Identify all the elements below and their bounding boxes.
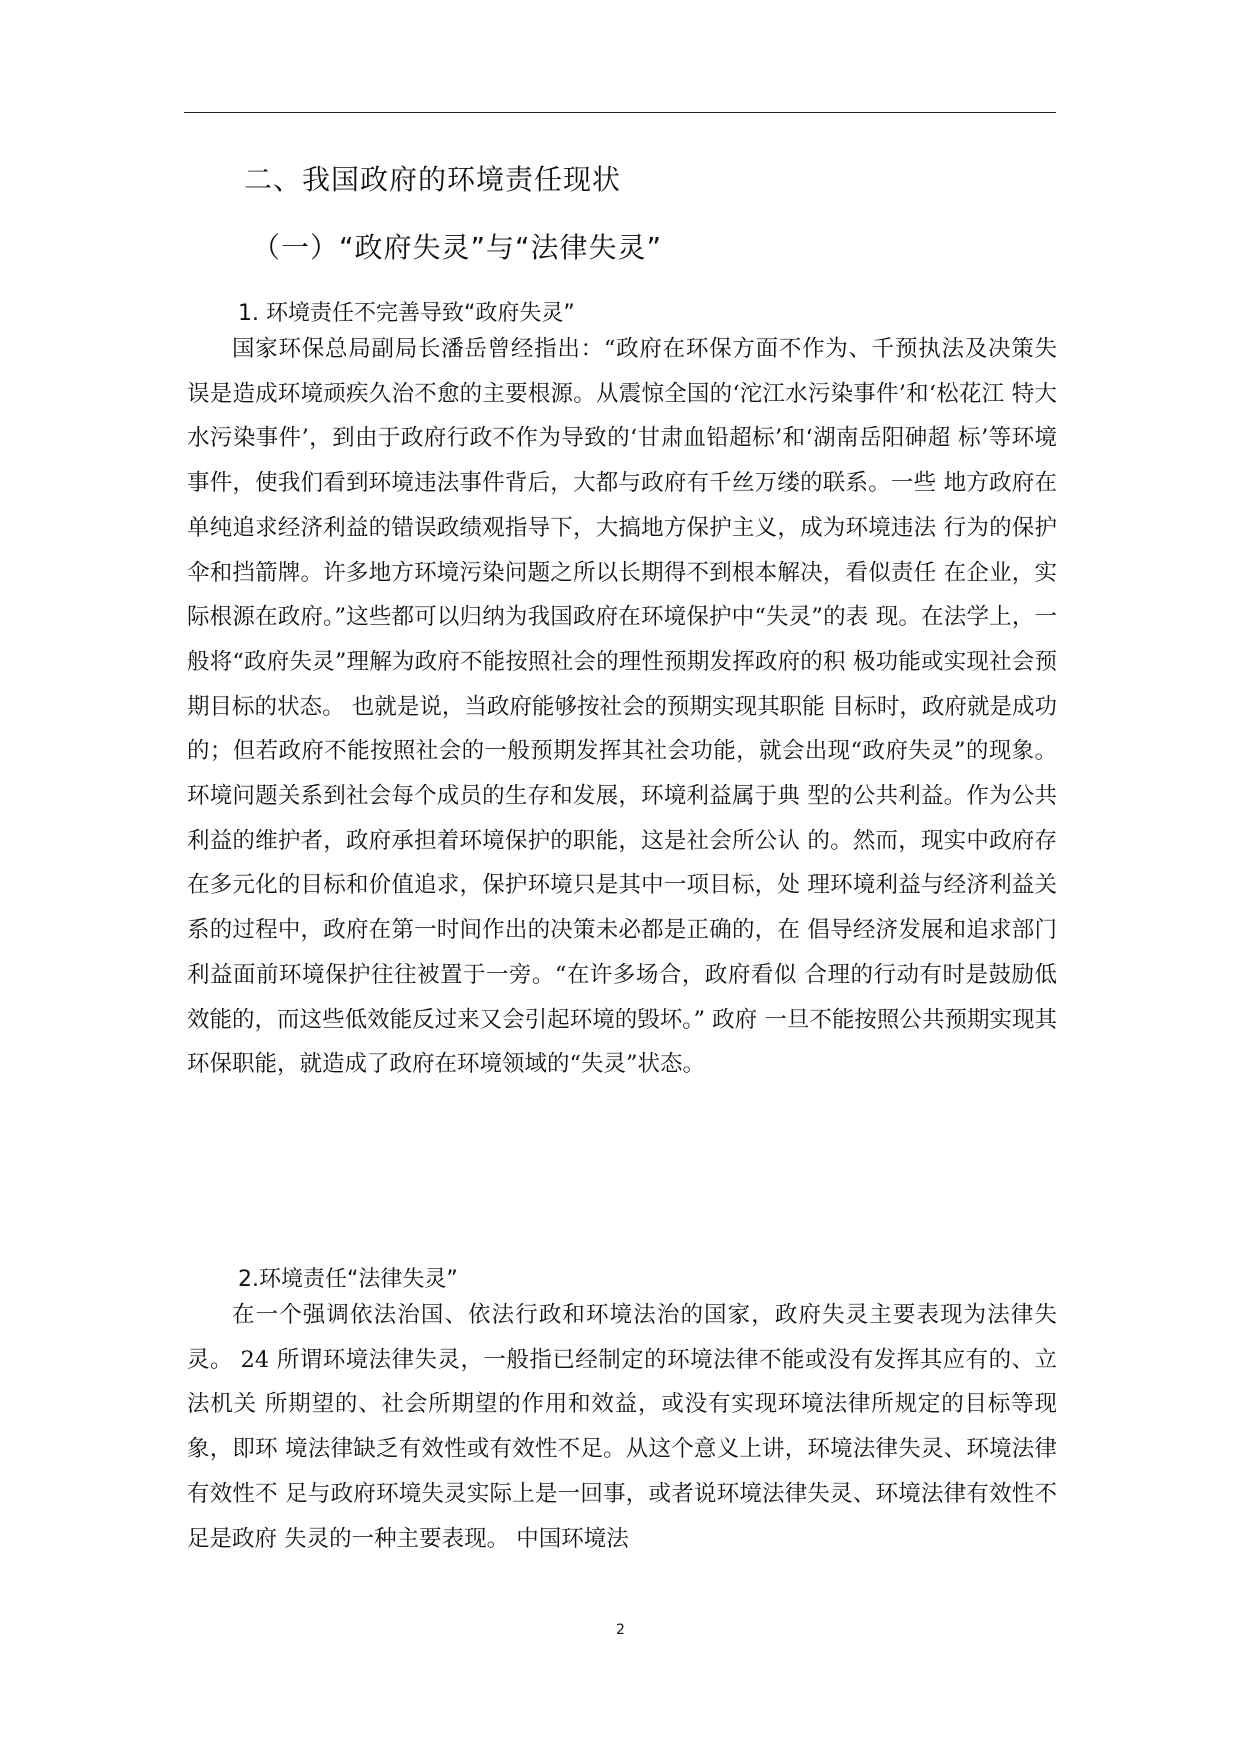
subsection-heading-2: 2.环境责任“法律失灵” (238, 1267, 458, 1292)
body-paragraph-2: 在一个强调依法治国、依法行政和环境法治的国家，政府失灵主要表现为法律失灵。 24 所谓环境法律失灵，一般指已经制定的环境法律不能或没有发挥其应有的、立法机关 所期望的、社会所期望的作用和效益，或没有实现环境法律所规定的目标等现象，即环 境法律缺乏有效性或有效性不足。从这个意义上讲，环境法律失灵、环境法律有效性不 足与政府环境失灵实际上是一回事，或者说环境法律失灵、环境法律有效性不足是政府 失灵的一种主要表现。 中国环境法 (187, 1302, 1057, 1552)
body-paragraph-1: 国家环保总局副局长潘岳曾经指出：“政府在环保方面不作为、千预执法及决策失 误是造成环境顽疾久治不愈的主要根源。从震惊全国的‘沱江水污染事件’和‘松花江 特大水污染事件’，到由于政府行政不作为导致的‘甘肃血铅超标’和‘湖南岳阳砷超 标’等环境事件，使我们看到环境违法事件背后，大都与政府有千丝万缕的联系。一些 地方政府在单纯追求经济利益的错误政绩观指导下，大搞地方保护主义，成为环境违法 行为的保护伞和挡箭牌。许多地方环境污染问题之所以长期得不到根本解决，看似责任 在企业，实际根源在政府。”这些都可以归纳为我国政府在环境保护中“失灵”的表 现。在法学上，一般将“政府失灵”理解为政府不能按照社会的理性预期发挥政府的积 极功能或实现社会预期目标的状态。 也就是说，当政府能够按社会的预期实现其职能 目标时，政府就是成功的；但若政府不能按照社会的一般预期发挥其社会功能，就会出现“政府失灵”的现象。环境问题关系到社会每个成员的生存和发展，环境利益属于典 型的公共利益。作为公共利益的维护者，政府承担着环境保护的职能，这是社会所公认 的。然而，现实中政府存在多元化的目标和价值追求，保护环境只是其中一项目标，处 理环境利益与经济利益关系的过程中，政府在第一时间作出的决策未必都是正确的，在 倡导经济发展和追求部门利益面前环境保护往往被置于一旁。“在许多场合，政府看似 合理的行动有时是鼓励低效能的，而这些低效能反过来又会引起环境的毁坏。” 政府 一旦不能按照公共预期实现其环保职能，就造成了政府在环境领域的“失灵”状态。 (187, 336, 1057, 1078)
header-rule (184, 112, 1056, 113)
section-heading: （一）“政府失灵”与“法律失灵” (252, 231, 663, 264)
page-number: 2 (616, 1622, 625, 1638)
chapter-heading: 二、我国政府的环境责任现状 (244, 163, 622, 196)
subsection-heading-1: 1. 环境责任不完善导致“政府失灵” (238, 301, 575, 326)
